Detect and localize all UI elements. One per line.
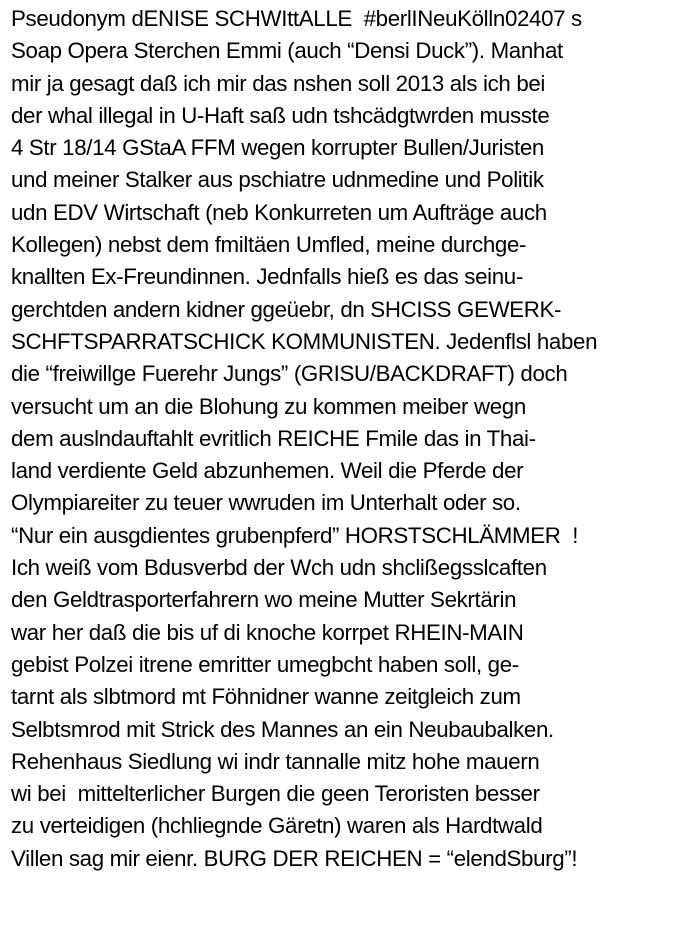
text-line: Kollegen) nebst dem fmiltäen Umfled, meine durchge- [11, 232, 527, 258]
text-line: land verdiente Geld abzunhemen. Weil die Pferde der [11, 458, 524, 484]
text-line: den Geldtrasporterfahrern wo meine Mutter Sekrtärin [11, 587, 517, 613]
text-line: dem auslndauftahlt evritlich REICHE Fmile das in Thai- [11, 425, 536, 451]
text-line: Selbtsmrod mit Strick des Mannes an ein Neubaubalken. [11, 716, 554, 742]
text-line: mir ja gesagt daß ich mir das nshen soll 2013 als ich bei [11, 70, 546, 96]
text-line: Villen sag mir eienr. BURG DER REICHEN = “elendSburg”! [11, 845, 578, 871]
text-line: gebist Polzei itrene emritter umegbcht haben soll, ge- [11, 651, 519, 677]
text-line: zu verteidigen (hchliegnde Gäretn) waren als Hardtwald [11, 813, 543, 839]
text-line: Olympiareiter zu teuer wwruden im Unterhalt oder so. [11, 490, 521, 516]
text-line: und meiner Stalker aus pschiatre udnmedine und Politik [11, 167, 544, 193]
text-line: war her daß die bis uf di knoche korrpet RHEIN-MAIN [11, 619, 524, 645]
text-line: wi bei mittelterlicher Burgen die geen Teroristen besser [11, 781, 540, 807]
text-line: gerchtden andern kidner ggeüebr, dn SHCISS GEWERK- [11, 296, 562, 322]
text-line: Soap Opera Sterchen Emmi (auch “Densi Duck”). Manhat [11, 38, 563, 64]
text-line: Ich weiß vom Bdusverbd der Wch udn shclißegsslcaften [11, 555, 547, 581]
text-line: Rehenhaus Siedlung wi indr tannalle mitz hohe mauern [11, 748, 540, 774]
text-line: der whal illegal in U-Haft saß udn tshcädgtwrden musste [11, 102, 550, 128]
text-line: 4 Str 18/14 GStaA FFM wegen korrupter Bullen/Juristen [11, 135, 544, 161]
text-line: SCHFTSPARRATSCHICK KOMMUNISTEN. Jedenflsl haben [11, 328, 598, 354]
text-line: knallten Ex-Freundinnen. Jednfalls hieß es das seinu- [11, 264, 523, 290]
text-line: udn EDV Wirtschaft (neb Konkurreten um Aufträge auch [11, 199, 547, 225]
text-line: “Nur ein ausgdientes grubenpferd” HORSTSCHLÄMMER ! [11, 522, 579, 548]
text-line: die “freiwillge Fuerehr Jungs” (GRISU/BACKDRAFT) doch [11, 361, 568, 387]
text-line: tarnt als slbtmord mt Föhnidner wanne zeitgleich zum [11, 684, 521, 710]
text-line: Pseudonym dENISE SCHWIttALLE #berlINeuKölln02407 s [11, 6, 582, 31]
text-line: versucht um an die Blohung zu kommen meiber wegn [11, 393, 526, 419]
document-text [11, 3, 681, 875]
